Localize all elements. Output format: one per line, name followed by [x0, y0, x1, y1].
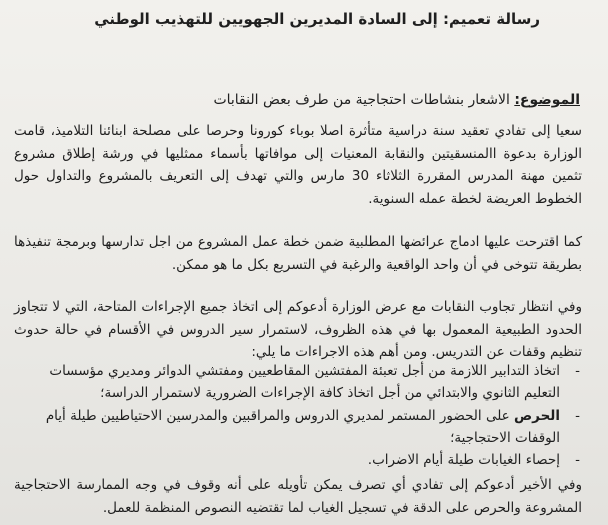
letter-title: رسالة تعميم: إلى السادة المديرين الجهويين للتهذيب الوطني [94, 10, 540, 28]
paragraph-proposal: كما اقترحت عليها ادماج عرائضها المطلبية ضمن خطة عمل المشروع من اجل تدارسها وبرمجة تنفيذها بطريقة تتوخى في أن واحد الواقعية والرغبة في التسريع بكل ما هو ممكن. [14, 234, 582, 273]
paragraph-measures-intro: وفي انتظار تجاوب النقابات مع عرض الوزارة أدعوكم إلى اتخاذ جميع الإجراءات المتاحة، التي لا تتجاوز الحدود الطبيعية المعمول بها في هذه الظروف، لاستمرار سير الدروس في الأقسام في حالة حدوث تنظيم وقفات عن التدريس. ومن أهم هذه الاجراءات ما يلي: [14, 299, 582, 360]
list-item [14, 449, 582, 471]
list-item [14, 360, 582, 404]
list-item [14, 405, 582, 449]
measure-lead: الحرص [514, 408, 560, 424]
subject-text: الاشعار بنشاطات احتجاجية من طرف بعض النقابات [213, 92, 515, 108]
measure-text: على الحضور المستمر لمديري الدروس والمراقبين والمدرسين الاحتياطيين طيلة أيام الوقفات الاحتجاجية؛ [45, 408, 560, 446]
letter-subject [213, 92, 580, 108]
measures-list [14, 360, 582, 471]
measure-text: اتخاذ التدابير اللازمة من أجل تعبئة المفتشين المقاطعيين ومفتشي الدوائر ومديري مؤسسات التعليم الثانوي والابتدائي من أجل اتخاذ كافة الإجراءات الضرورية لاستمرار الدراسة؛ [49, 363, 560, 401]
paragraph-closing: وفي الأخير أدعوكم إلى تفادي أي تصرف يمكن تأويله على أنه وقوف في وجه الممارسة الاحتجاجية المشروعة والحرص على الدقة في تسجيل الغياب لما تقتضيه النصوص المنظمة للعمل. [14, 477, 582, 516]
measure-text: إحصاء الغيابات طيلة أيام الاضراب. [367, 452, 560, 468]
paragraph-intro: سعيا إلى تفادي تعقيد سنة دراسية متأثرة اصلا بوباء كورونا وحرصا على مصلحة ابنائنا التلاميذ، قامت الوزارة بدعوة االمنسقيتين والنقابة المعنيات إلى موافاتها بأسماء ممثليها في ورشة إطلاق مشروع تثمين مهنة المدرس المقررة الثلاثاء 30 مارس والتي تهدف إلى التعريف بالمشروع والتداول حول الخطوط العريضة لخطة عمله السنوية. [14, 123, 582, 207]
subject-label: الموضوع: [514, 92, 580, 108]
